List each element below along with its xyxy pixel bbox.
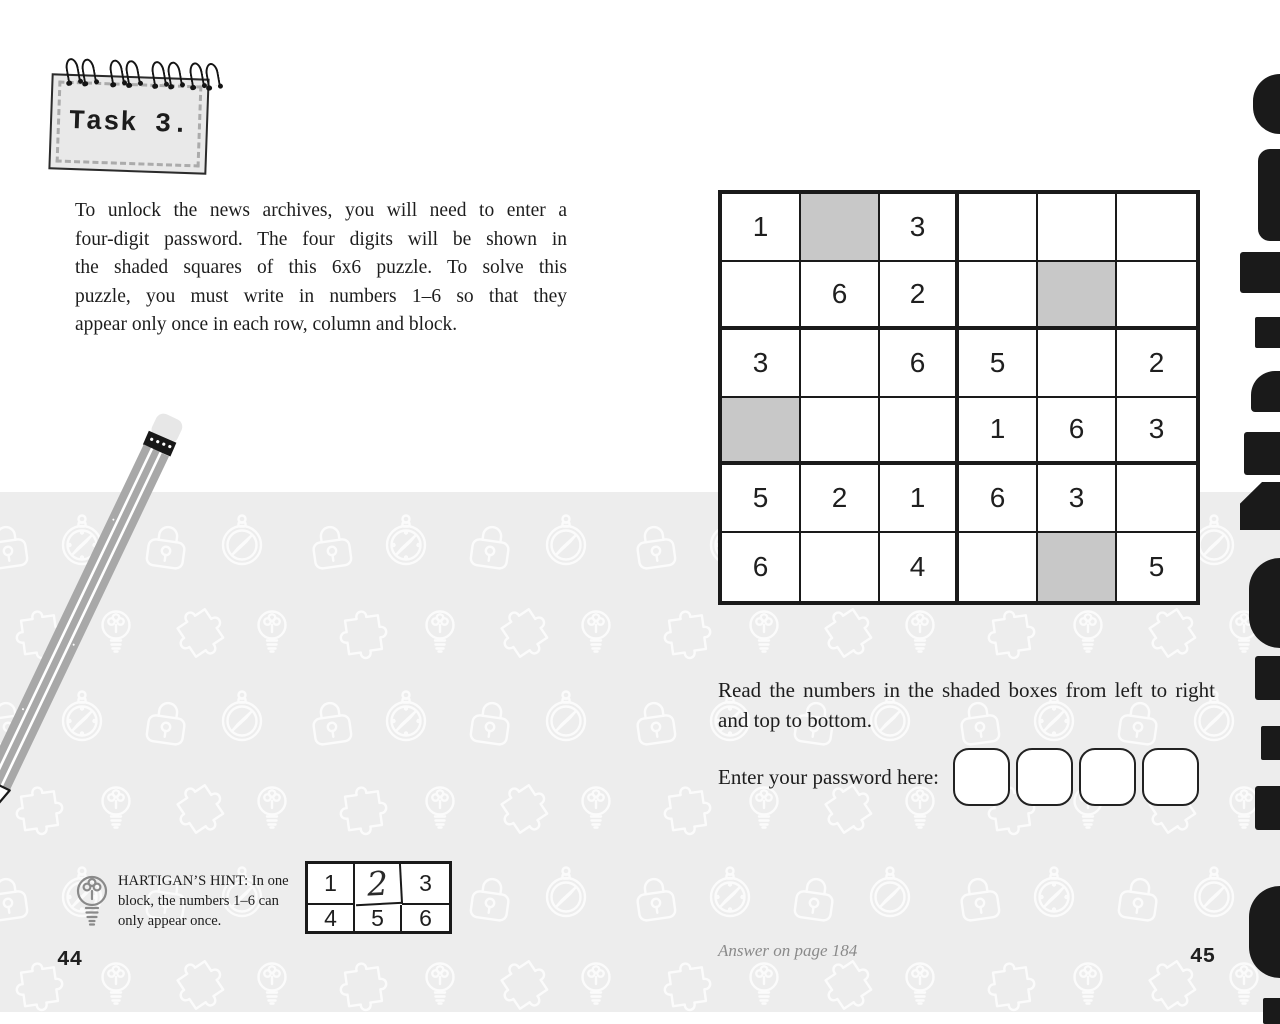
letter-fragment xyxy=(1240,482,1280,530)
puzzle-cell-r2c6[interactable] xyxy=(1117,262,1196,330)
puzzle-cell-r3c4[interactable]: 5 xyxy=(959,330,1038,398)
puzzle-cell-r1c3[interactable]: 3 xyxy=(880,194,959,262)
puzzle-cell-r3c6[interactable]: 2 xyxy=(1117,330,1196,398)
task-title: Task 3. xyxy=(68,106,190,142)
password-entry-row xyxy=(718,744,1199,810)
text-line: block, the numbers 1–6 can xyxy=(118,892,279,909)
puzzle-cell-r5c5[interactable]: 3 xyxy=(1038,465,1117,533)
puzzle-cell-r1c6[interactable] xyxy=(1117,194,1196,262)
letter-fragment xyxy=(1249,886,1280,978)
letter-fragment xyxy=(1263,998,1280,1024)
puzzle-cell-r5c2[interactable]: 2 xyxy=(801,465,880,533)
puzzle-cell-r2c3[interactable]: 2 xyxy=(880,262,959,330)
letter-fragment xyxy=(1255,656,1280,700)
puzzle-cell-r6c3[interactable]: 4 xyxy=(880,533,959,601)
puzzle-cell-r6c2[interactable] xyxy=(801,533,880,601)
read-instruction xyxy=(718,676,1215,735)
password-box-2[interactable] xyxy=(1016,748,1073,806)
puzzle-cell-r3c1[interactable]: 3 xyxy=(722,330,801,398)
hint-cell-r2c2: 5 xyxy=(355,905,402,932)
text-line: appear only once in each row, column and block. xyxy=(75,314,458,336)
puzzle-cell-r5c4[interactable]: 6 xyxy=(959,465,1038,533)
puzzle-cell-r6c1[interactable]: 6 xyxy=(722,533,801,601)
password-boxes xyxy=(953,748,1199,806)
lightbulb-icon xyxy=(72,874,112,932)
text-line: HARTIGAN’S HINT: In one xyxy=(118,873,289,889)
page-number-left: 44 xyxy=(57,949,83,972)
hint-cell-r2c1: 4 xyxy=(308,905,355,932)
hint-text xyxy=(118,872,300,931)
letter-fragment xyxy=(1255,317,1280,348)
puzzle-cell-r4c2[interactable] xyxy=(801,398,880,466)
puzzle-cell-r1c4[interactable] xyxy=(959,194,1038,262)
text-line: To unlock the news archives, you will need to enter a xyxy=(75,200,567,221)
hint-cell-r2c3: 6 xyxy=(419,905,432,931)
text-line: only appear once. xyxy=(118,912,222,929)
puzzle-cell-r1c1[interactable]: 1 xyxy=(722,194,801,262)
password-label: Enter your password here: xyxy=(718,764,940,789)
letter-fragment xyxy=(1240,252,1280,293)
letter-fragment xyxy=(1244,432,1280,475)
puzzle-cell-r1c5[interactable] xyxy=(1038,194,1117,262)
letter-fragment xyxy=(1249,558,1280,648)
puzzle-cell-r5c6[interactable] xyxy=(1117,465,1196,533)
letter-fragment xyxy=(1253,74,1280,134)
text-line: Read the numbers in the shaded boxes from left to right xyxy=(718,678,1215,702)
puzzle-cell-r2c5[interactable] xyxy=(1038,262,1117,330)
puzzle-cell-r1c2[interactable] xyxy=(801,194,880,262)
hint-cell-r1c3: 3 xyxy=(402,864,449,905)
puzzle-cell-r2c4[interactable] xyxy=(959,262,1038,330)
hint-cell-r1c1: 1 xyxy=(308,864,355,905)
puzzle-cell-r4c3[interactable] xyxy=(880,398,959,466)
puzzle-cell-r2c2[interactable]: 6 xyxy=(801,262,880,330)
task-notepad xyxy=(48,73,209,174)
password-box-3[interactable] xyxy=(1079,748,1136,806)
text-line: the shaded squares of this 6x6 puzzle. To solve this xyxy=(75,257,567,279)
puzzle-cell-r5c3[interactable]: 1 xyxy=(880,465,959,533)
hint-cell-r1c2: 2 xyxy=(354,863,403,906)
text-line: and top to bottom. xyxy=(718,707,872,732)
letter-fragment xyxy=(1258,149,1280,241)
answer-reference: Answer on page 184 xyxy=(718,941,858,960)
password-box-1[interactable] xyxy=(953,748,1010,806)
text-line: puzzle, you must write in numbers 1–6 so that they xyxy=(75,285,567,307)
letter-fragment xyxy=(1261,726,1280,760)
puzzle-cell-r4c1[interactable] xyxy=(722,398,801,466)
letter-fragment xyxy=(1255,786,1280,830)
puzzle-cell-r3c5[interactable] xyxy=(1038,330,1117,398)
puzzle-cell-r4c6[interactable]: 3 xyxy=(1117,398,1196,466)
puzzle-cell-r6c4[interactable] xyxy=(959,533,1038,601)
puzzle-cell-r3c3[interactable]: 6 xyxy=(880,330,959,398)
puzzle-cell-r2c1[interactable] xyxy=(722,262,801,330)
puzzle-cell-r6c5[interactable] xyxy=(1038,533,1117,601)
password-box-4[interactable] xyxy=(1142,748,1199,806)
page-number-right: 45 xyxy=(1190,946,1216,969)
text-line: four-digit password. The four digits will be shown in xyxy=(75,228,567,250)
puzzle-cell-r4c5[interactable]: 6 xyxy=(1038,398,1117,466)
intro-paragraph xyxy=(75,197,567,340)
letter-fragment xyxy=(1251,371,1280,412)
puzzle-cell-r6c6[interactable]: 5 xyxy=(1148,551,1165,583)
puzzle-cell-r3c2[interactable] xyxy=(801,330,880,398)
sudoku-grid xyxy=(718,190,1200,605)
puzzle-cell-r4c4[interactable]: 1 xyxy=(959,398,1038,466)
hint-example-grid xyxy=(305,861,452,934)
puzzle-cell-r5c1[interactable]: 5 xyxy=(722,465,801,533)
